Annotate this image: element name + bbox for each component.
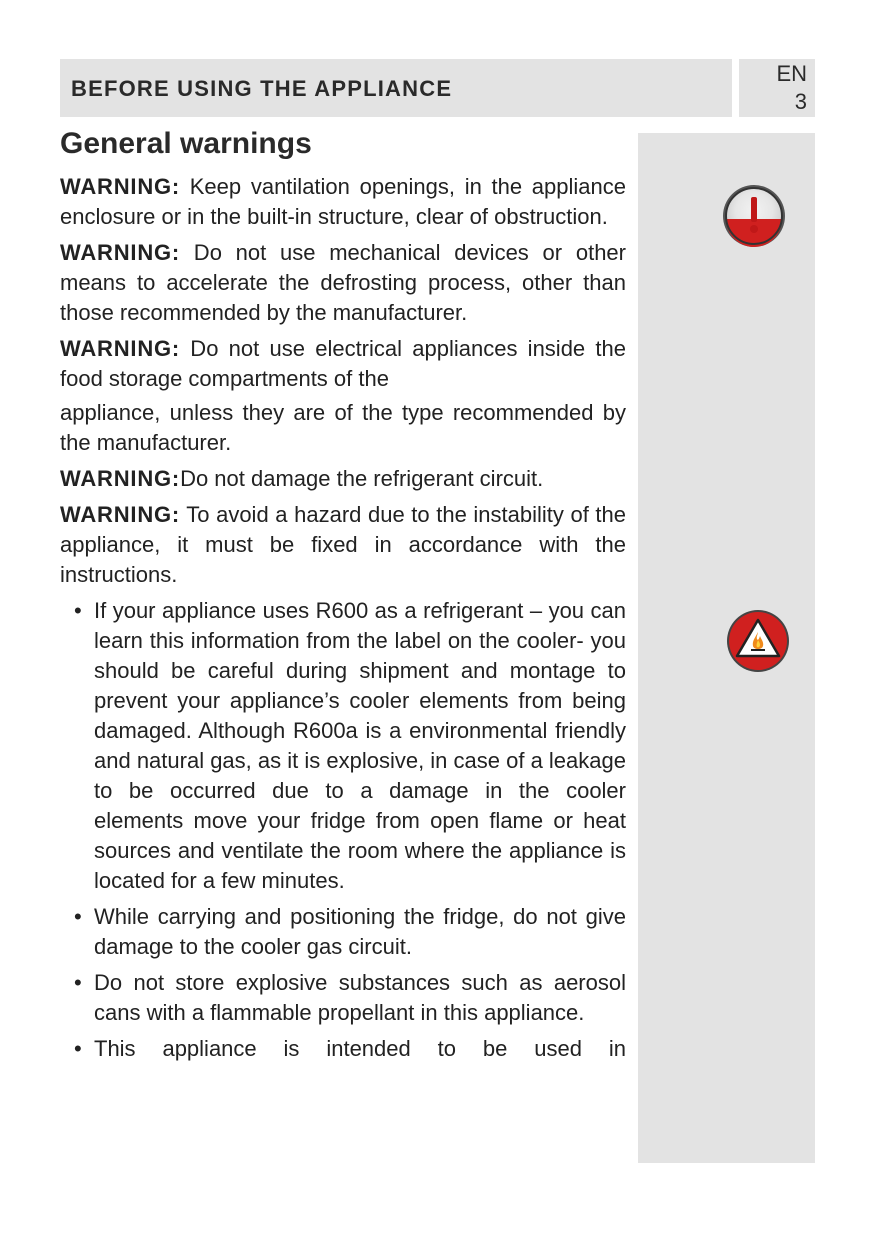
warning-paragraph bbox=[60, 172, 626, 232]
page-tab bbox=[739, 59, 815, 117]
warning-paragraph bbox=[60, 464, 626, 494]
list-item: • This appliance is intended to be used in bbox=[60, 1034, 626, 1064]
warning-text: Do not damage the refrigerant circuit. bbox=[180, 466, 544, 491]
warning-text: Keep vantilation openings, in the appliance enclosure or in the built-in structure, clear of obstruction. bbox=[60, 174, 626, 229]
flammable-icon bbox=[725, 608, 791, 674]
warning-text: appliance, unless they are of the type recommended by the manufacturer. bbox=[60, 400, 626, 455]
warning-paragraph bbox=[60, 398, 626, 458]
warning-label: WARNING: bbox=[60, 502, 181, 527]
page-number: 3 bbox=[794, 89, 807, 114]
warning-text: Do not use mechanical devices or other means to accelerate the defrosting process, other than those recommended by the manufacturer. bbox=[60, 240, 626, 325]
warning-label: WARNING: bbox=[60, 174, 181, 199]
warning-text: To avoid a hazard due to the instability of the appliance, it must be fixed in accordance with the instructions. bbox=[60, 502, 626, 587]
list-item: • Do not store explosive substances such as aerosol cans with a flammable propellant in this appliance. bbox=[60, 968, 626, 1028]
header-title: BEFORE USING THE APPLIANCE bbox=[71, 76, 453, 101]
warning-label: WARNING: bbox=[60, 466, 181, 491]
header-bar bbox=[60, 59, 732, 117]
warning-paragraph bbox=[60, 238, 626, 328]
warning-icon bbox=[721, 183, 787, 249]
warning-paragraph bbox=[60, 500, 626, 590]
list-item: • If your appliance uses R600 as a refrigerant – you can learn this information from the label on the cooler- you should be careful during shipment and montage to prevent your appliance’s cooler elements from being damaged. Although R600a is a environmental friendly and natural gas, as it is explosive, in case of a leakage to be occurred due to a damage in the cooler elements move your fridge from open flame or heat sources and ventilate the room where the appliance is located for a few minutes. bbox=[60, 596, 626, 896]
section-title: General warnings bbox=[60, 127, 312, 160]
list-item: • While carrying and positioning the fridge, do not give damage to the cooler gas circuit. bbox=[60, 902, 626, 962]
warning-label: WARNING: bbox=[60, 240, 181, 265]
bullet-list bbox=[60, 596, 626, 1064]
content bbox=[60, 124, 626, 1070]
warning-label: WARNING: bbox=[60, 336, 181, 361]
warning-text: Do not use electrical appliances inside the food storage compartments of the bbox=[60, 336, 626, 391]
language-code: EN bbox=[776, 61, 807, 86]
warning-paragraph bbox=[60, 334, 626, 394]
